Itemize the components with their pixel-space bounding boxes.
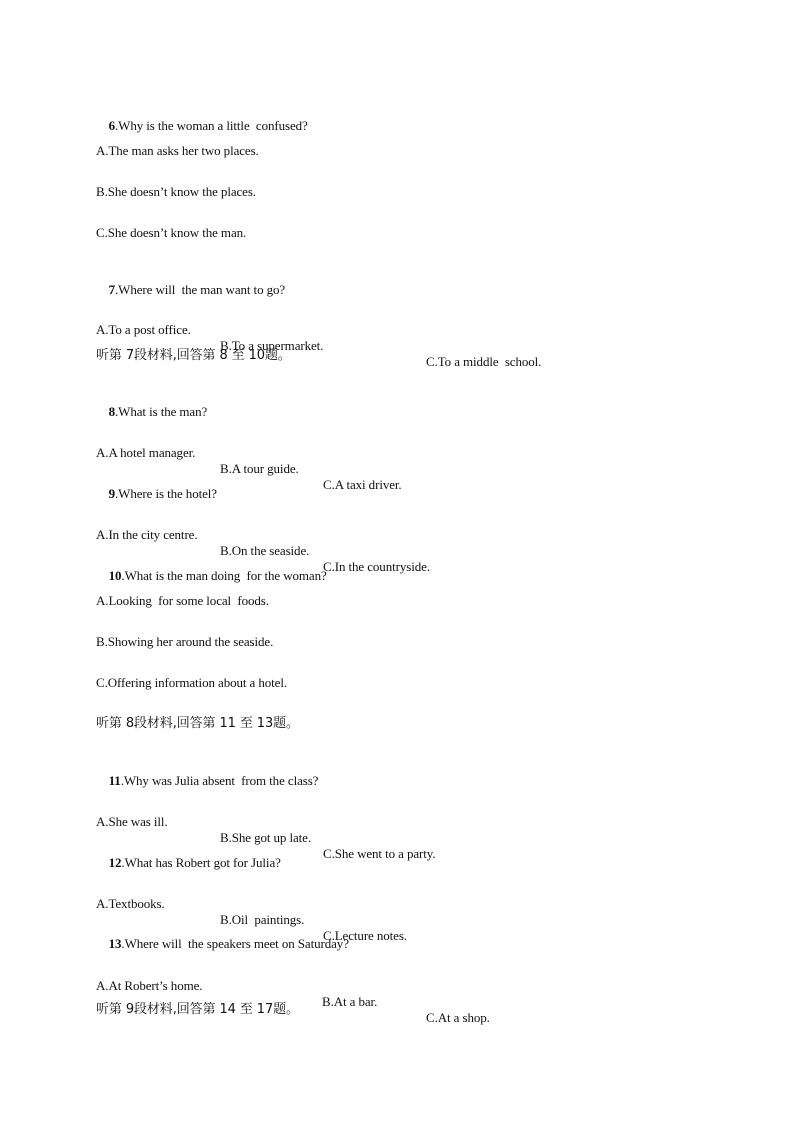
option-a: A.A hotel manager. — [96, 445, 196, 460]
option-b: B.On the seaside. — [220, 543, 310, 558]
question-number: 13 — [108, 936, 122, 951]
options-row — [96, 306, 696, 386]
option-b: B.She got up late. — [220, 830, 311, 845]
question-number: 9 — [108, 486, 116, 501]
question-text: .Why is the woman a little confused? — [115, 118, 308, 133]
option-c: C.Lecture notes. — [323, 928, 407, 943]
option-c: C.Offering information about a hotel. — [96, 675, 288, 690]
question-number: 6 — [108, 118, 116, 133]
option-a: A.Textbooks. — [96, 896, 165, 911]
option-b: B.Showing her around the seaside. — [96, 634, 274, 649]
option-a: A.To a post office. — [96, 322, 191, 337]
option-a: A.In the city centre. — [96, 527, 198, 542]
option-c: C.She doesn’t know the man. — [96, 225, 247, 240]
question-text: .Where is the hotel? — [115, 486, 217, 501]
question-13 — [96, 920, 349, 968]
question-number: 11 — [108, 773, 121, 788]
question-number: 7 — [108, 282, 116, 297]
option-b: B.A tour guide. — [220, 461, 299, 476]
section-heading: 听第 7段材料,回答第 8 至 10题。 — [96, 348, 291, 363]
section-heading: 听第 8段材料,回答第 11 至 13题。 — [96, 716, 299, 731]
option-c: C.At a shop. — [426, 1010, 490, 1025]
option-b: B.Oil paintings. — [220, 912, 305, 927]
question-text: .What has Robert got for Julia? — [121, 855, 281, 870]
section-heading: 听第 9段材料,回答第 14 至 17题。 — [96, 1002, 299, 1017]
question-number: 10 — [108, 568, 122, 583]
option-b: B.To a supermarket. — [220, 338, 324, 353]
question-number: 8 — [108, 404, 116, 419]
question-text: .Where will the man want to go? — [115, 282, 286, 297]
option-b: B.She doesn’t know the places. — [96, 184, 256, 199]
option-a: A.She was ill. — [96, 814, 168, 829]
option-a: A.At Robert’s home. — [96, 978, 203, 993]
option-c: C.A taxi driver. — [323, 477, 402, 492]
question-number: 12 — [108, 855, 122, 870]
option-a: A.Looking for some local foods. — [96, 593, 269, 608]
option-a: A.The man asks her two places. — [96, 143, 259, 158]
question-text: .What is the man? — [115, 404, 208, 419]
question-text: .What is the man doing for the woman? — [121, 568, 327, 583]
option-b: B.At a bar. — [322, 994, 378, 1009]
option-c: C.She went to a party. — [323, 846, 436, 861]
option-c: C.In the countryside. — [323, 559, 430, 574]
question-text: .Where will the speakers meet on Saturday? — [121, 936, 349, 951]
option-c: C.To a middle school. — [426, 354, 542, 369]
question-text: .Why was Julia absent from the class? — [120, 773, 319, 788]
